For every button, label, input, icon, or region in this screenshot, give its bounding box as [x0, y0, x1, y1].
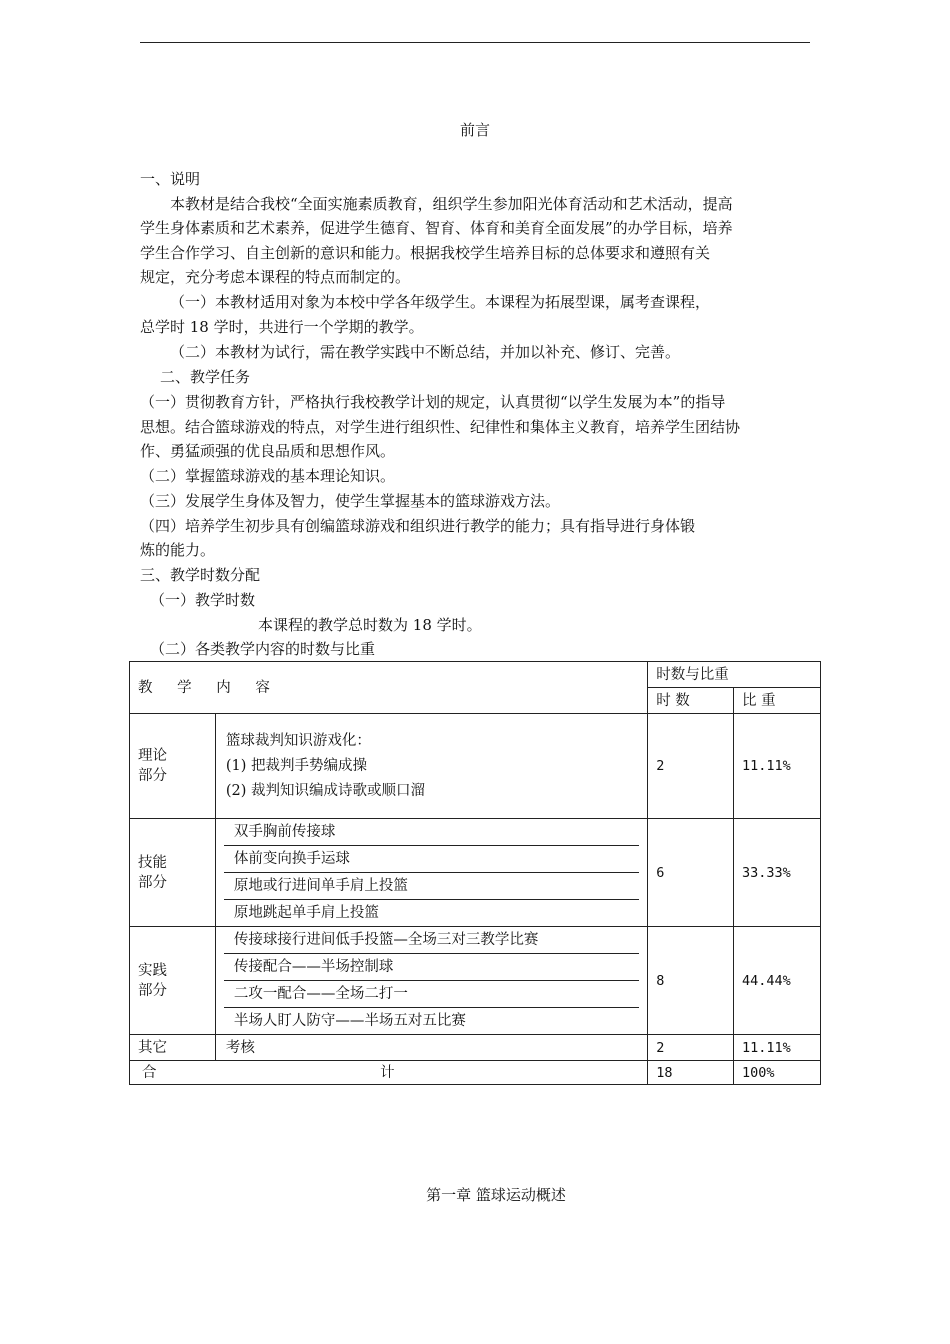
table-row [130, 819, 821, 927]
weight-cell: 11.11% [734, 1035, 821, 1061]
topic-line: 传接配合——半场控制球 [224, 954, 639, 981]
topic-line: 体前变向换手运球 [224, 846, 639, 873]
category-cell: 技能 部分 [130, 819, 216, 927]
topic-line: 原地或行进间单手肩上投篮 [224, 873, 639, 900]
paragraph-line: （一）本教材适用对象为本校中学各年级学生。本课程为拓展型课，属考查课程， [170, 293, 711, 311]
topic-line: 传接球接行进间低手投篮—全场三对三教学比赛 [224, 927, 639, 954]
paragraph-line: 学生身体素质和艺术素养，促进学生德育、智育、体育和美育全面发展”的办学目标，培养 [140, 219, 733, 237]
paragraph-line: （二）本教材为试行，需在教学实践中不断总结，并加以补充、修订、完善。 [170, 343, 681, 361]
paragraph-line: 作、勇猛顽强的优良品质和思想作风。 [140, 442, 396, 460]
topic-cell [215, 819, 647, 927]
header-content: 教 学 内 容 [130, 662, 648, 714]
paragraph-line: （四）培养学生初步具有创编篮球游戏和组织进行教学的能力；具有指导进行身体锻 [140, 517, 696, 535]
topic-line: (2) 裁判知识编成诗歌或顺口溜 [225, 782, 426, 799]
category-cell: 其它 [130, 1035, 216, 1061]
category-cell: 理论 部分 [130, 714, 216, 819]
hours-allocation-table [129, 661, 821, 1085]
section-heading-hours: 三、教学时数分配 [140, 566, 261, 584]
topic-line: 双手胸前传接球 [224, 819, 639, 846]
category-cell: 实践 部分 [130, 927, 216, 1035]
paragraph-line: 规定，充分考虑本课程的特点而制定的。 [140, 268, 411, 286]
topic-line: 半场人盯人防守——半场五对五比赛 [233, 1013, 466, 1029]
paragraph-line: 炼的能力。 [140, 541, 216, 559]
chapter-heading: 第一章 篮球运动概述 [426, 1186, 566, 1204]
hours-cell: 6 [648, 819, 734, 927]
header-hours: 时 数 [648, 688, 734, 714]
hours-cell: 2 [648, 1035, 734, 1061]
topic-line: 原地跳起单手肩上投篮 [233, 905, 379, 921]
page-title: 前言 [459, 121, 490, 139]
paragraph-line: 本课程的教学总时数为 18 学时。 [258, 616, 482, 634]
header-rule [140, 42, 810, 43]
paragraph-line: （一）贯彻教育方针，严格执行我校教学计划的规定，认真贯彻“以学生发展为本”的指导 [140, 393, 726, 411]
table-header-row [130, 662, 821, 688]
table-total-row [130, 1061, 821, 1085]
subsection-heading: （二）各类教学内容的时数与比重 [150, 640, 376, 658]
total-label-right: 计 [380, 1064, 395, 1081]
paragraph-line: 本教材是结合我校“全面实施素质教育，组织学生参加阳光体育活动和艺术活动，提高 [170, 195, 733, 213]
weight-cell: 33.33% [734, 819, 821, 927]
paragraph-line: 总学时 18 学时，共进行一个学期的教学。 [140, 318, 424, 336]
topic-line: 二攻一配合——全场二打一 [224, 981, 639, 1008]
subsection-heading: （一）教学时数 [150, 591, 256, 609]
total-label-cell [130, 1061, 648, 1085]
section-heading-explanation: 一、说明 [140, 170, 201, 188]
topic-cell [215, 714, 647, 819]
total-label-left: 合 [142, 1064, 157, 1081]
table-row [130, 1035, 821, 1061]
topic-line: 篮球裁判知识游戏化： [225, 732, 371, 749]
paragraph-line: （二）掌握篮球游戏的基本理论知识。 [140, 467, 396, 485]
topic-line: (1) 把裁判手势编成操 [225, 757, 368, 774]
total-hours-cell: 18 [648, 1061, 734, 1085]
topic-cell [215, 927, 647, 1035]
total-weight-cell: 100% [734, 1061, 821, 1085]
hours-cell: 8 [648, 927, 734, 1035]
header-group: 时数与比重 [648, 662, 821, 688]
paragraph-line: 思想。结合篮球游戏的特点，对学生进行组织性、纪律性和集体主义教育，培养学生团结协 [140, 418, 741, 436]
hours-cell: 2 [648, 714, 734, 819]
paragraph-line: （三）发展学生身体及智力，使学生掌握基本的篮球游戏方法。 [140, 492, 561, 510]
topic-cell: 考核 [215, 1035, 647, 1061]
header-weight: 比 重 [734, 688, 821, 714]
weight-cell: 11.11% [734, 714, 821, 819]
section-heading-tasks: 二、教学任务 [160, 368, 251, 386]
weight-cell: 44.44% [734, 927, 821, 1035]
table-row [130, 714, 821, 819]
table-row [130, 927, 821, 1035]
paragraph-line: 学生合作学习、自主创新的意识和能力。根据我校学生培养目标的总体要求和遵照有关 [140, 244, 711, 262]
